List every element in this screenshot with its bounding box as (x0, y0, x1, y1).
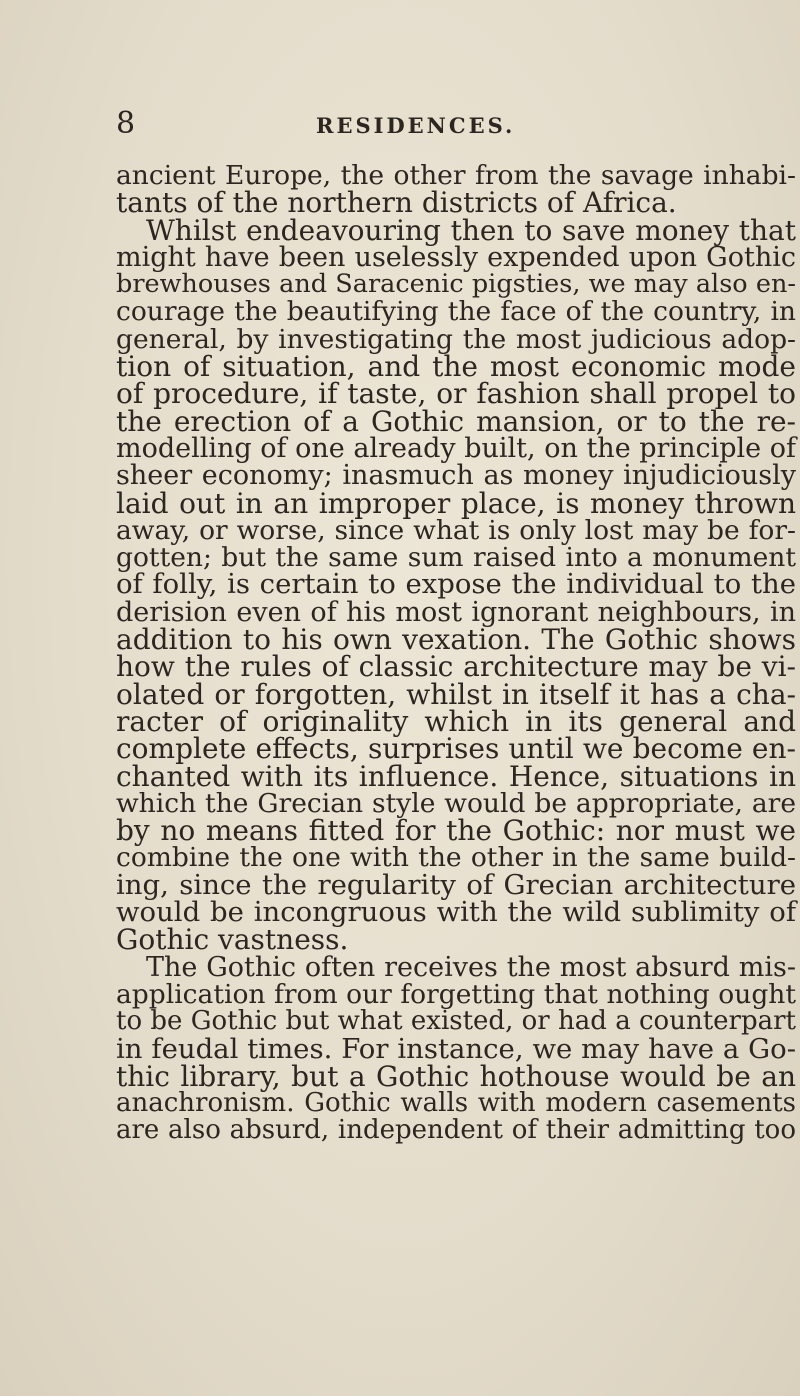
text-line: application from our forgetting that nothing ought (116, 978, 796, 1010)
text-line: modelling of one already built, on the principle of (116, 432, 796, 464)
text-line: the erection of a Gothic mansion, or to the re- (116, 404, 796, 438)
paragraph-start-line: The Gothic often receives the most absurd mis- (146, 951, 796, 983)
text-line: of procedure, if taste, or fashion shall propel to (116, 377, 796, 411)
text-line: away, or worse, since what is only lost may be for- (116, 514, 796, 546)
text-line: courage the beautifying the face of the country, in (116, 296, 796, 328)
text-line: by no means fitted for the Gothic: nor must we (116, 814, 796, 848)
text-line: laid out in an improper place, is money thrown (116, 486, 796, 520)
running-title: RESIDENCES. (316, 113, 516, 138)
text-line: racter of originality which in its general and (116, 704, 796, 738)
text-line: tion of situation, and the most economic mode (116, 350, 796, 384)
text-line: general, by investigating the most judicious adop- (116, 323, 796, 355)
text-line: might have been uselessly expended upon Gothic (116, 241, 796, 273)
text-line: ing, since the regularity of Grecian architecture (116, 868, 796, 901)
text-line: anachronism. Gothic walls with modern casements (116, 1088, 796, 1119)
paragraph-start-line: Whilst endeavouring then to save money that (146, 213, 796, 247)
body-text (116, 162, 796, 1145)
running-head (116, 104, 716, 144)
text-line: olated or forgotten, whilst in itself it has a cha- (116, 677, 796, 711)
text-line: brewhouses and Saracenic pigsties, we may also en- (116, 269, 796, 300)
text-line: which the Grecian style would be appropriate, are (116, 787, 796, 819)
text-line: Gothic vastness. (116, 923, 349, 957)
text-line: chanted with its influence. Hence, situations in (116, 759, 796, 793)
text-line: ancient Europe, the other from the savage inhabi- (116, 160, 796, 191)
text-line: in feudal times. For instance, we may have a Go- (116, 1032, 796, 1065)
text-line: would be incongruous with the wild sublimity of (116, 896, 796, 929)
text-line: combine the one with the other in the same build- (116, 842, 796, 874)
text-line: tants of the northern districts of Africa. (116, 186, 677, 220)
text-line: thic library, but a Gothic hothouse would be an (116, 1059, 796, 1093)
text-line: derision even of his most ignorant neighbours, in (116, 596, 796, 628)
text-line: how the rules of classic architecture may be vi- (116, 650, 796, 684)
text-line: sheer economy; inasmuch as money injudiciously (116, 460, 796, 492)
text-line: gotten; but the same sum raised into a monument (116, 542, 796, 574)
text-line: to be Gothic but what existed, or had a counterpart (116, 1006, 796, 1037)
text-line: are also absurd, independent of their admitting too (116, 1115, 796, 1146)
text-line: complete effects, surprises until we become en- (116, 732, 796, 766)
text-line: of folly, is certain to expose the individual to the (116, 568, 796, 601)
text-line: addition to his own vexation. The Gothic shows (116, 623, 796, 657)
page-number: 8 (116, 106, 136, 141)
